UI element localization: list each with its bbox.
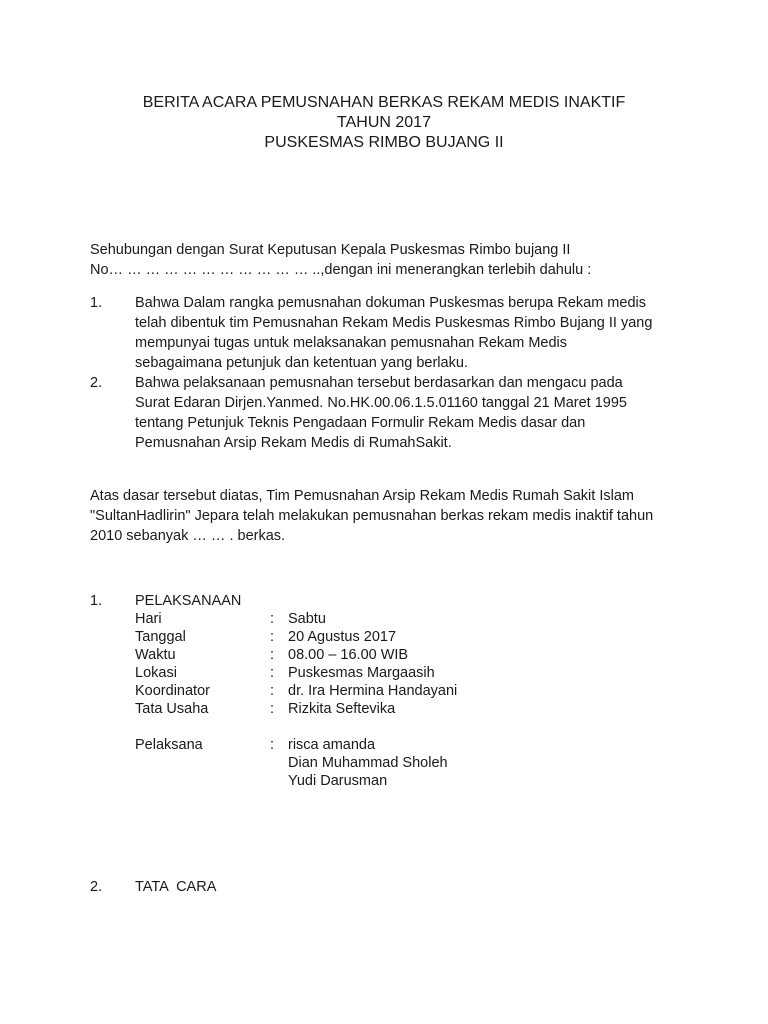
detail-key: Hari xyxy=(135,611,162,627)
detail-value: 08.00 – 16.00 WIB xyxy=(288,647,409,663)
detail-colon: : xyxy=(270,629,275,645)
point-line: Bahwa Dalam rangka pemusnahan dokuman Puskesmas berupa Rekam medis xyxy=(135,295,646,311)
detail-row-waktu xyxy=(90,646,690,664)
detail-row-tata-usaha xyxy=(90,700,690,718)
detail-colon: : xyxy=(270,665,275,681)
point-line: Bahwa pelaksanaan pemusnahan tersebut berdasarkan dan mengacu pada xyxy=(135,375,623,391)
detail-key: Tanggal xyxy=(135,629,186,645)
conclusion-line-3: 2010 sebanyak … … . berkas. xyxy=(90,528,286,544)
section-number: 1. xyxy=(90,593,103,609)
detail-row-pelaksana xyxy=(90,736,690,754)
point-number: 1. xyxy=(90,295,103,311)
point-line: Surat Edaran Dirjen.Yanmed. No.HK.00.06.1.5.01160 tanggal 21 Maret 1995 xyxy=(135,395,627,411)
detail-key: Koordinator xyxy=(135,683,210,699)
detail-key: Waktu xyxy=(135,647,176,663)
point-item-1 xyxy=(90,293,690,373)
detail-key: Pelaksana xyxy=(135,737,203,753)
spacer-row xyxy=(90,718,690,736)
detail-row-koordinator xyxy=(90,682,690,700)
title-line-1: BERITA ACARA PEMUSNAHAN BERKAS REKAM MEDIS INAKTIF xyxy=(142,94,626,111)
point-number: 2. xyxy=(90,375,103,391)
detail-colon: : xyxy=(270,701,275,717)
conclusion-line-1: Atas dasar tersebut diatas, Tim Pemusnahan Arsip Rekam Medis Rumah Sakit Islam xyxy=(90,488,634,504)
section-heading: PELAKSANAAN xyxy=(135,593,242,609)
intro-paragraph xyxy=(90,240,690,280)
detail-colon: : xyxy=(270,683,275,699)
detail-row-pelaksana-cont xyxy=(90,754,690,772)
detail-value: dr. Ira Hermina Handayani xyxy=(288,683,458,699)
detail-key: Tata Usaha xyxy=(135,701,209,717)
point-list xyxy=(90,293,690,453)
point-item-2 xyxy=(90,373,690,453)
detail-value: 20 Agustus 2017 xyxy=(288,629,397,645)
point-line: Pemusnahan Arsip Rekam Medis di RumahSakit. xyxy=(135,435,452,451)
detail-row-hari xyxy=(90,610,690,628)
conclusion-paragraph xyxy=(90,486,700,546)
pelaksana-name: Yudi Darusman xyxy=(288,773,388,789)
point-line: tentang Petunjuk Teknis Pengadaan Formulir Rekam Medis dasar dan xyxy=(135,415,586,431)
detail-row-lokasi xyxy=(90,664,690,682)
section-number: 2. xyxy=(90,879,103,895)
title-line-3: PUSKESMAS RIMBO BUJANG II xyxy=(264,134,504,151)
conclusion-line-2: "SultanHadlirin" Jepara telah melakukan pemusnahan berkas rekam medis inaktif tahun xyxy=(90,508,654,524)
pelaksanaan-section xyxy=(90,592,690,790)
tata-cara-section xyxy=(90,877,690,897)
detail-value: Rizkita Seftevika xyxy=(288,701,396,717)
detail-colon: : xyxy=(270,611,275,627)
point-line: mempunyai tugas untuk melaksanakan pemusnahan Rekam Medis xyxy=(135,335,568,351)
pelaksana-name: Dian Muhammad Sholeh xyxy=(288,755,448,771)
detail-colon: : xyxy=(270,647,275,663)
document-title xyxy=(0,93,768,153)
detail-colon: : xyxy=(270,737,275,753)
pelaksana-name: risca amanda xyxy=(288,737,376,753)
detail-value: Sabtu xyxy=(288,611,326,627)
intro-line-2: No… … … … … … … … … … … ..,dengan ini menerangkan terlebih dahulu : xyxy=(90,262,592,278)
title-line-2: TAHUN 2017 xyxy=(337,114,431,131)
detail-row-pelaksana-cont xyxy=(90,772,690,790)
point-line: telah dibentuk tim Pemusnahan Rekam Medis Puskesmas Rimbo Bujang II yang xyxy=(135,315,653,331)
detail-row-tanggal xyxy=(90,628,690,646)
intro-line-1: Sehubungan dengan Surat Keputusan Kepala Puskesmas Rimbo bujang II xyxy=(90,242,571,258)
detail-key: Lokasi xyxy=(135,665,177,681)
point-line: sebagaimana petunjuk dan ketentuan yang berlaku. xyxy=(135,355,468,371)
detail-value: Puskesmas Margaasih xyxy=(288,665,435,681)
section-heading: TATA CARA xyxy=(135,879,217,895)
